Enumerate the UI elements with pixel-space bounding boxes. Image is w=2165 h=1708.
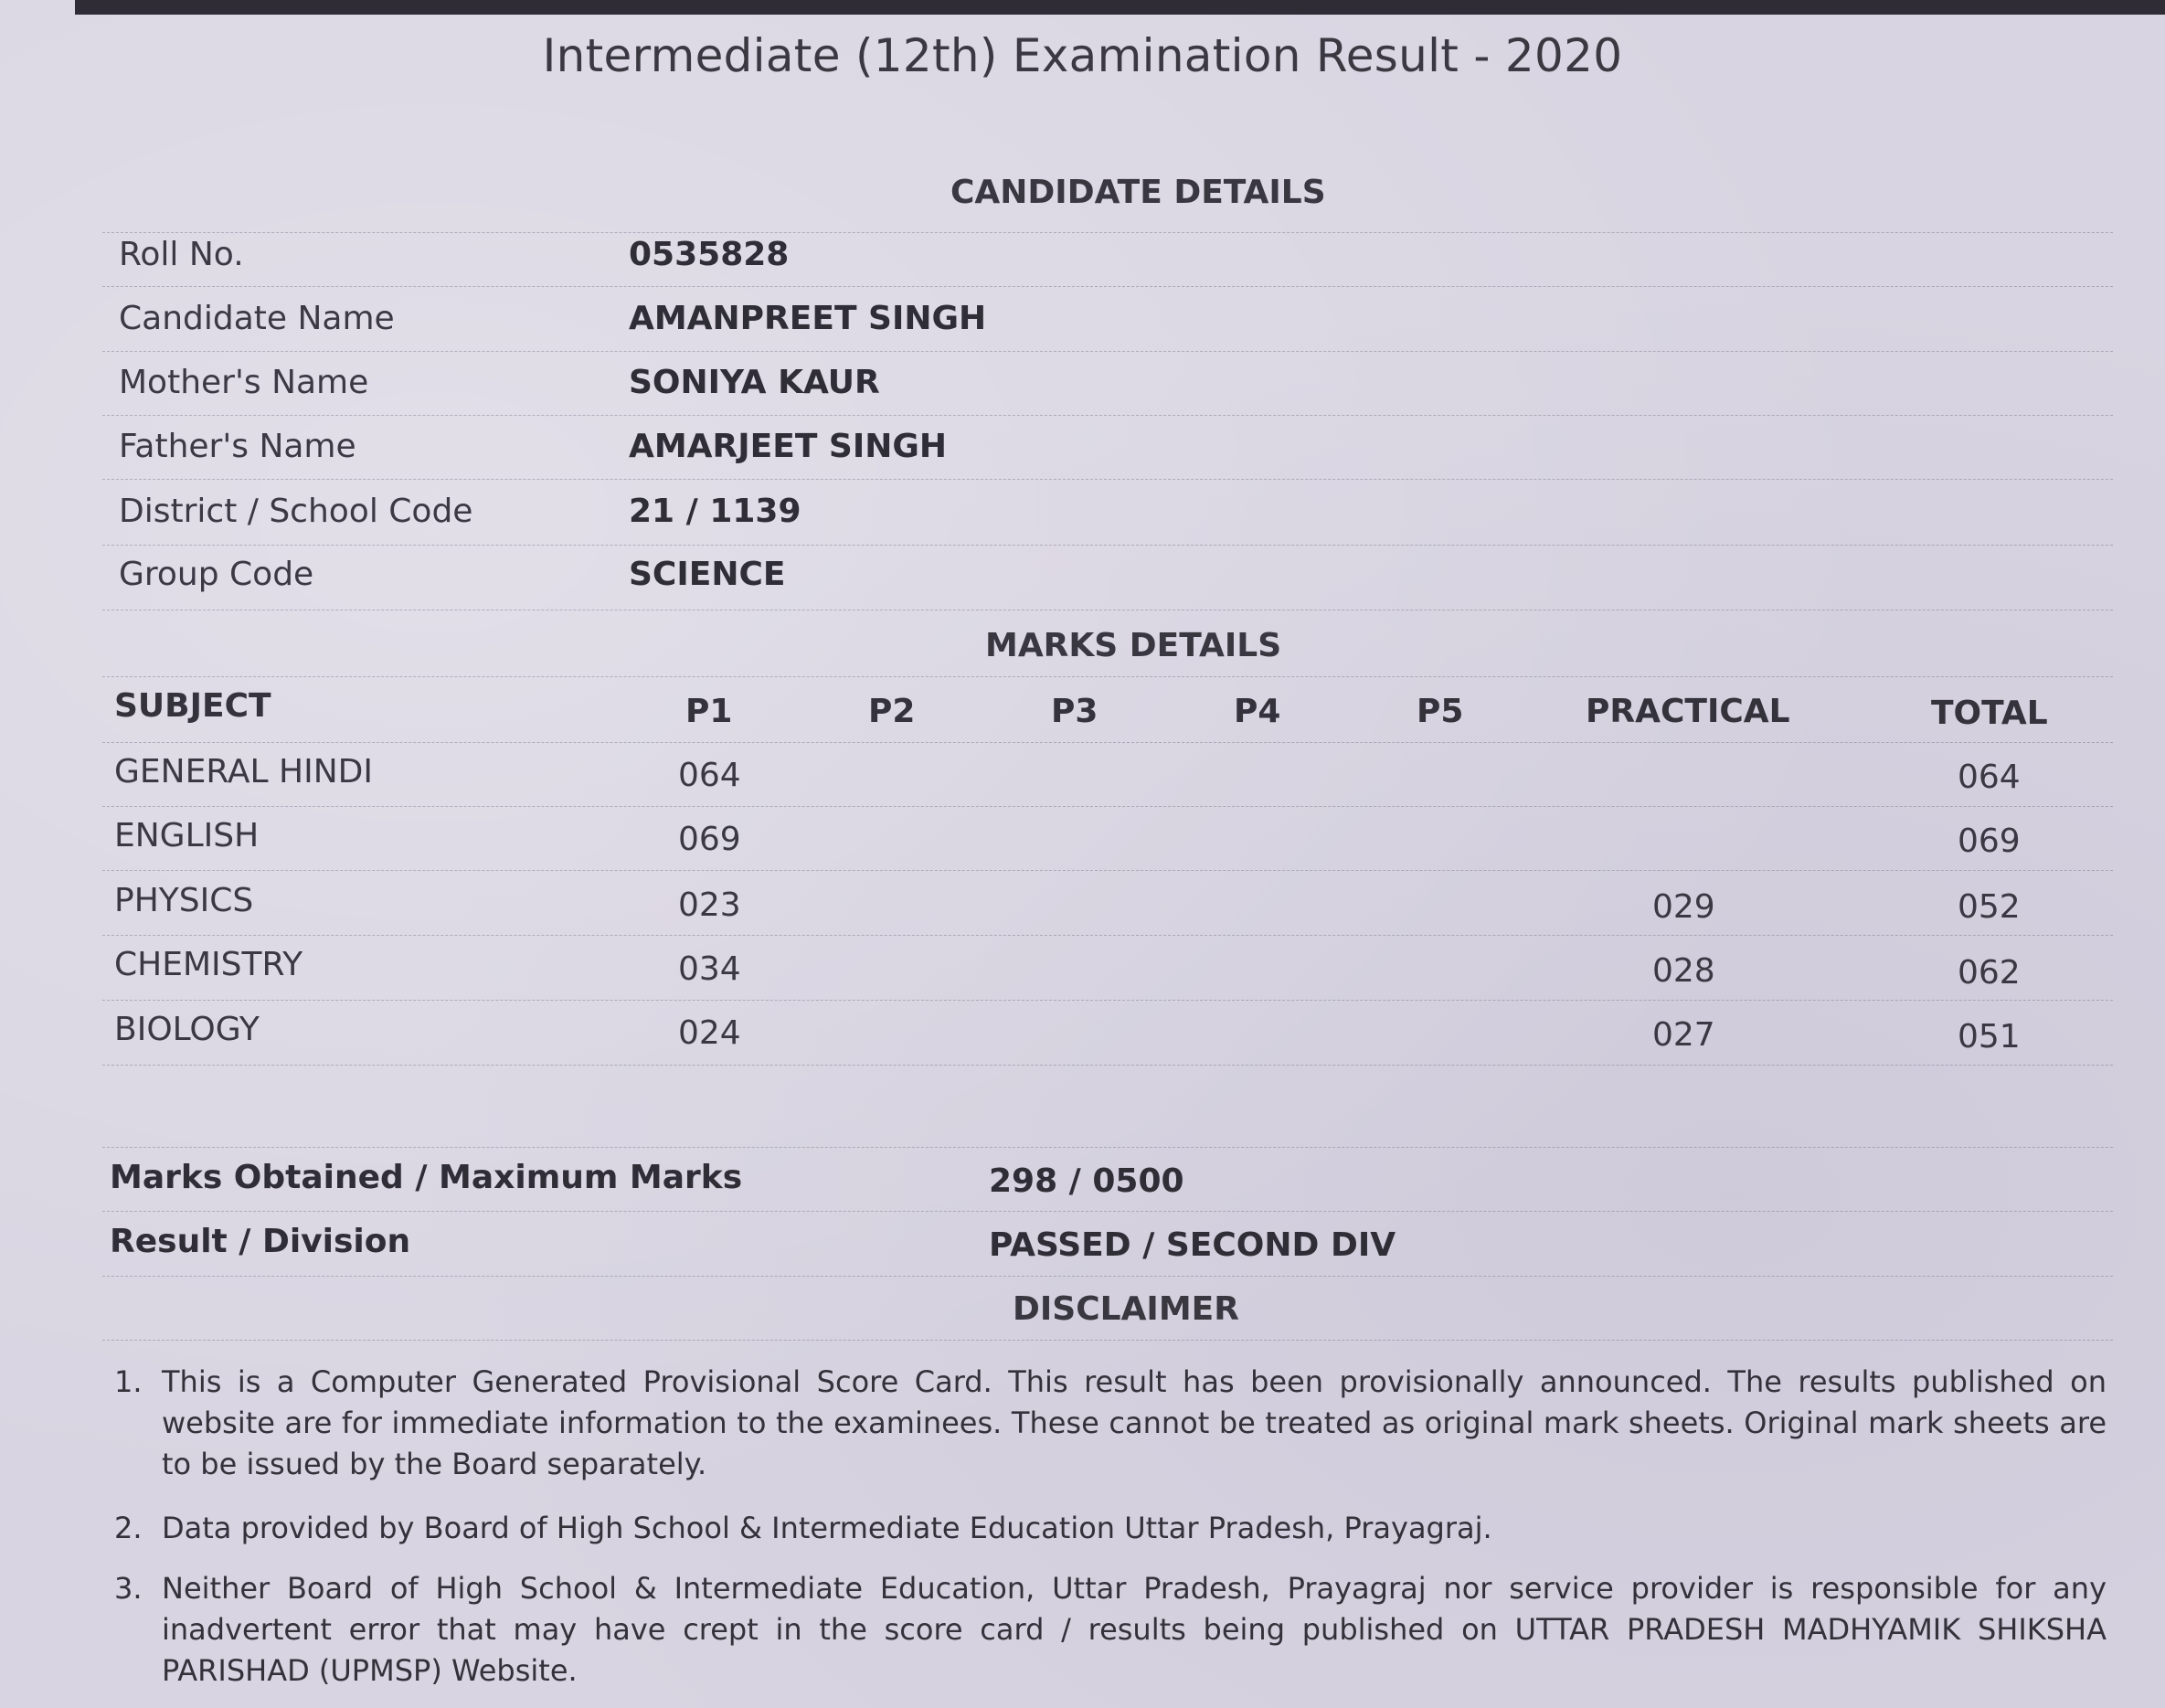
row-divider — [102, 870, 2113, 871]
p1-cell: 069 — [678, 821, 741, 858]
disclaimer-item-number: 3. — [114, 1571, 143, 1606]
disclaimer-item-number: 1. — [114, 1364, 143, 1399]
subject-cell: PHYSICS — [114, 882, 254, 919]
row-divider — [102, 1276, 2113, 1277]
row-divider — [102, 415, 2113, 416]
row-divider — [102, 232, 2113, 233]
total-cell: 062 — [1958, 954, 2021, 992]
column-header-p2: P2 — [868, 693, 916, 730]
field-value-group-code: SCIENCE — [629, 556, 786, 593]
field-label-district-school-code: District / School Code — [119, 493, 473, 530]
column-header-p4: P4 — [1234, 693, 1281, 730]
column-header-subject: SUBJECT — [114, 687, 271, 725]
row-divider — [102, 742, 2113, 743]
column-header-p5: P5 — [1417, 693, 1464, 730]
field-value-fathers-name: AMARJEET SINGH — [629, 428, 948, 465]
subject-cell: ENGLISH — [114, 817, 260, 854]
top-border-bar — [75, 0, 2165, 15]
total-cell: 052 — [1958, 888, 2021, 926]
total-cell: 069 — [1958, 822, 2021, 860]
total-cell: 064 — [1958, 759, 2021, 796]
p1-cell: 023 — [678, 886, 741, 924]
row-divider — [102, 1000, 2113, 1001]
row-divider — [102, 1065, 2113, 1066]
disclaimer-item-text: Data provided by Board of High School & Intermediate Education Uttar Pradesh, Prayagraj. — [162, 1511, 1492, 1545]
row-divider — [102, 479, 2113, 480]
row-divider — [102, 1340, 2113, 1341]
result-division-label: Result / Division — [110, 1223, 411, 1260]
row-divider — [102, 1147, 2113, 1148]
field-label-mothers-name: Mother's Name — [119, 364, 369, 401]
row-divider — [102, 806, 2113, 807]
subject-cell: BIOLOGY — [114, 1011, 260, 1048]
total-cell: 051 — [1958, 1018, 2021, 1056]
column-header-total: TOTAL — [1931, 695, 2048, 732]
disclaimer-item — [114, 1362, 2107, 1485]
field-label-roll-no: Roll No. — [119, 236, 244, 273]
column-header-practical: PRACTICAL — [1586, 693, 1790, 730]
column-header-p1: P1 — [685, 693, 733, 730]
disclaimer-heading: DISCLAIMER — [1013, 1290, 1239, 1328]
practical-cell: 027 — [1652, 1016, 1715, 1054]
marks-details-heading: MARKS DETAILS — [985, 627, 1282, 664]
row-divider — [102, 286, 2113, 287]
practical-cell: 028 — [1652, 952, 1715, 990]
row-divider — [102, 935, 2113, 936]
marks-obtained-label: Marks Obtained / Maximum Marks — [110, 1159, 743, 1196]
disclaimer-item — [114, 1508, 2107, 1549]
p1-cell: 064 — [678, 757, 741, 794]
field-label-candidate-name: Candidate Name — [119, 300, 395, 337]
column-header-p3: P3 — [1051, 693, 1098, 730]
p1-cell: 034 — [678, 950, 741, 988]
field-value-mothers-name: SONIYA KAUR — [629, 364, 880, 401]
practical-cell: 029 — [1652, 888, 1715, 926]
row-divider — [102, 545, 2113, 546]
subject-cell: CHEMISTRY — [114, 946, 303, 983]
disclaimer-item-number: 2. — [114, 1511, 143, 1545]
field-value-candidate-name: AMANPREET SINGH — [629, 300, 987, 337]
marks-obtained-value: 298 / 0500 — [989, 1162, 1184, 1200]
field-value-roll-no: 0535828 — [629, 236, 790, 273]
p1-cell: 024 — [678, 1014, 741, 1052]
disclaimer-item-text: Neither Board of High School & Intermediate Education, Uttar Pradesh, Prayagraj nor service provider is responsible for any inadvertent error that may have crept in the score card / results being published on UTTAR PRADESH MADHYAMIK SHIKSHA PARISHAD (UPMSP) Website. — [162, 1571, 2107, 1688]
disclaimer-item-text: This is a Computer Generated Provisional Score Card. This result has been provisionally announced. The results published on website are for immediate information to the examinees. These cannot be treated as original mark sheets. Original mark sheets are to be issued by the Board separately. — [162, 1364, 2107, 1481]
row-divider — [102, 1211, 2113, 1212]
result-division-value: PASSED / SECOND DIV — [989, 1226, 1396, 1264]
subject-cell: GENERAL HINDI — [114, 753, 373, 790]
field-label-fathers-name: Father's Name — [119, 428, 356, 465]
row-divider — [102, 351, 2113, 352]
row-divider — [102, 676, 2113, 677]
page-title: Intermediate (12th) Examination Result - 2020 — [542, 29, 1623, 82]
disclaimer-item — [114, 1568, 2107, 1692]
field-value-district-school-code: 21 / 1139 — [629, 493, 801, 530]
field-label-group-code: Group Code — [119, 556, 314, 593]
candidate-details-heading: CANDIDATE DETAILS — [950, 174, 1326, 211]
